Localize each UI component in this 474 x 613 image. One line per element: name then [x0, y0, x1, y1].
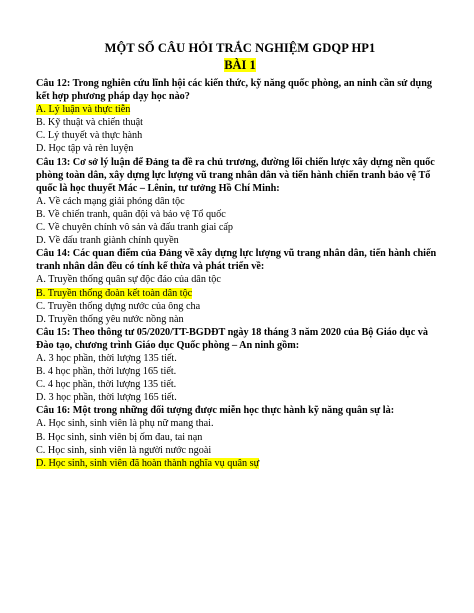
answer-option: D. Về đấu tranh giành chính quyền: [36, 235, 179, 247]
question-text: Câu 16: Một trong những đối tượng được miễn học thực hành kỹ năng quân sự là:: [36, 405, 395, 417]
answer-option: A. 3 học phần, thời lượng 135 tiết.: [36, 352, 177, 364]
answer-option-text: D. Học sinh, sinh viên đã hoàn thành nghĩa vụ quân sự: [36, 457, 260, 469]
question-block: [36, 404, 444, 469]
lesson-heading: [36, 57, 444, 73]
question-text: Câu 15: Theo thông tư 05/2020/TT-BGDĐT ngày 18 tháng 3 năm 2020 của Bộ Giáo dục và Đào tạo, chương trình Giáo dục Quốc phòng – An ninh gồm:: [36, 326, 428, 351]
answer-option: [36, 103, 444, 116]
question-text: Câu 12: Trong nghiên cứu lĩnh hội các kiến thức, kỹ năng quốc phòng, an ninh cần sử dụng kết hợp phương pháp dạy học nào?: [36, 78, 432, 103]
answer-option: C. Học sinh, sinh viên là người nước ngoài: [36, 444, 212, 456]
answer-option: A. Học sinh, sinh viên là phụ nữ mang thai.: [36, 418, 214, 430]
answer-option: B. 4 học phần, thời lượng 165 tiết.: [36, 366, 177, 378]
answer-option-text: B. Truyền thống đoàn kết toàn dân tộc: [36, 287, 193, 299]
question-block: [36, 326, 444, 405]
answer-option: B. Kỹ thuật và chiến thuật: [36, 117, 143, 129]
answer-option: D. 3 học phần, thời lượng 165 tiết.: [36, 392, 177, 404]
answer-option: D. Học tập và rèn luyện: [36, 143, 134, 155]
question-block: [36, 156, 444, 248]
answer-option: B. Về chiến tranh, quân đội và bảo vệ Tổ quốc: [36, 208, 226, 220]
answer-option: A. Về cách mạng giải phóng dân tộc: [36, 195, 185, 207]
answer-option: C. 4 học phần, thời lượng 135 tiết.: [36, 379, 177, 391]
answer-option: B. Học sinh, sinh viên bị ốm đau, tai nạn: [36, 431, 203, 443]
question-block: [36, 247, 444, 326]
answer-option: [36, 457, 444, 470]
document-title: MỘT SỐ CÂU HỎI TRẮC NGHIỆM GDQP HP1: [104, 41, 376, 55]
lesson-heading-text: BÀI 1: [224, 58, 256, 72]
answer-option: C. Truyền thống dựng nước của ông cha: [36, 300, 201, 312]
question-text: Câu 14: Các quan điểm của Đảng về xây dựng lực lượng vũ trang nhân dân, tiến hành chiến tranh nhân dân đều có tính kế thừa và phát triển về:: [36, 248, 437, 273]
answer-option: [36, 287, 444, 300]
answer-option-text: A. Lý luận và thực tiễn: [36, 104, 131, 116]
answer-option: D. Truyền thống yêu nước nồng nàn: [36, 313, 184, 325]
answer-option: C. Lý thuyết và thực hành: [36, 130, 143, 142]
answer-option: C. Về chuyên chính vô sản và đấu tranh giai cấp: [36, 222, 233, 234]
question-text: Câu 13: Cơ sở lý luận để Đảng ta đề ra chủ trương, đường lối chiến lược xây dựng nền quốc phòng toàn dân, xây dựng lực lượng vũ trang nhân dân và tiến hành chiến tranh bảo vệ Tổ quốc là học thuyết Mác – Lênin, tư tưởng Hồ Chí Minh:: [36, 156, 435, 194]
question-block: [36, 77, 444, 156]
answer-option: A. Truyền thống quân sự độc đáo của dân tộc: [36, 274, 221, 286]
